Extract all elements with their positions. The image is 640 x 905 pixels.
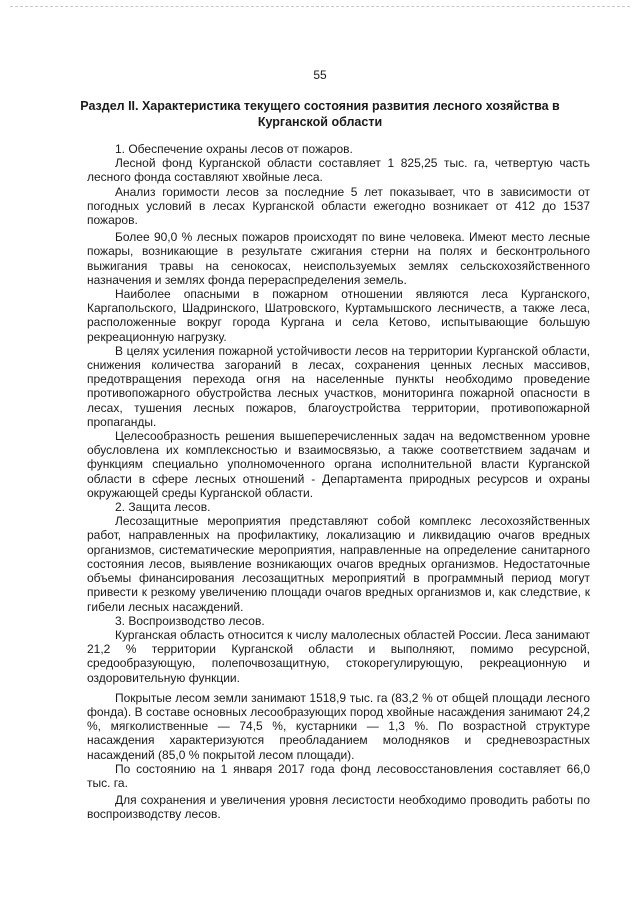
paragraph-dangerous-areas: Наиболее опасными в пожарном отношении являются леса Курганского, Каргапольского, Шадринского, Шатровского, Куртамышского лесничеств, а также леса, расположенные вокруг города Кургана и села Кетово, испытывающие большую рекреационную нагрузку. <box>87 287 590 344</box>
paragraph-fire-protection-title: 1. Обеспечение охраны лесов от пожаров. <box>115 142 353 156</box>
page-number: 55 <box>313 68 327 82</box>
paragraph-human-cause: Более 90,0 % лесных пожаров происходят по вине человека. Имеют место лесные пожары, возникающие в результате сжигания стерни на полях и бесконтрольного выжигания травы на сенокосах, неиспользуемых землях сельскохозяйственного назначения и землях фонда перераспределения земель. <box>87 230 590 287</box>
paragraph-forest-fund: Лесной фонд Курганской области составляет 1 825,25 тыс. га, четвертую часть лесного фонда составляют хвойные леса. <box>87 156 590 185</box>
paragraph-sparse-forest-region: Курганская область относится к числу малолесных областей России. Леса занимают 21,2 % территории Курганской области и выполняют, помимо ресурсной, средообразующую, полепочвозащитную, стокорегулирующую, рекреационную и оздоровительную функции. <box>87 627 590 685</box>
paragraph-forest-covered-land: Покрытые лесом земли занимают 1518,9 тыс. га (83,2 % от общей площади лесного фонда). В составе основных лесообразующих пород хвойные насаждения занимают 24,2 %, мягколиственные — 74,5 %, кустарники — 1,3 %. По возрастной структуре насаждения характеризуются преобладанием молодняков и средневозрастных насаждений (85,0 % покрытой лесом площади). <box>87 690 590 762</box>
document-body <box>87 142 590 822</box>
paragraph-fire-analysis: Анализ горимости лесов за последние 5 лет показывает, что в зависимости от погодных условий в лесах Курганской области ежегодно возникает от 412 до 1537 пожаров. <box>87 184 590 228</box>
paragraph-forest-protection-title: 2. Защита лесов. <box>115 500 211 515</box>
paragraph-reproduction-title: 3. Воспроизводство лесов. <box>115 613 265 628</box>
scan-edge-line <box>10 6 630 7</box>
paragraph-fire-resistance: В целях усиления пожарной устойчивости лесов на территории Курганской области, снижения количества загораний в лесах, сохранения ценных лесных массивов, предотвращения перехода огня на населенные пункты необходимо проведение противопожарного обустройства лесных участков, мониторинга пожарной опасности в лесах, тушения лесных пожаров, благоустройства территории, противопожарной пропаганды. <box>87 343 590 429</box>
section-heading: Раздел II. Характеристика текущего состояния развития лесного хозяйства в Курганской области <box>80 99 560 129</box>
paragraph-expediency: Целесообразность решения вышеперечисленных задач на ведомственном уровне обусловлена их комплексностью и взаимосвязью, а также соответствием задачам и функциям специально уполномоченного органа исполнительной власти Курганской области в сфере лесных отношений - Департамента природных ресурсов и охраны окружающей среды Курганской области. <box>87 429 590 500</box>
paragraph-forest-reproduction-need: Для сохранения и увеличения уровня лесистости необходимо проводить работы по воспроизводству лесов. <box>87 793 590 822</box>
paragraph-reforestation-fund: По состоянию на 1 января 2017 года фонд лесовосстановления составляет 66,0 тыс. га. <box>87 761 590 790</box>
paragraph-protection-measures: Лесозащитные мероприятия представляют собой комплекс лесохозяйственных работ, направленных на профилактику, локализацию и ликвидацию очагов вредных организмов, систематические мероприятия, направленные на определение санитарного состояния лесов, выявление возникающих очагов вредных организмов. Недостаточные объемы финансирования лесозащитных мероприятий в программный период могут привести к резкому увеличению площади очагов вредных организмов и, как следствие, к гибели лесных насаждений. <box>87 514 590 614</box>
